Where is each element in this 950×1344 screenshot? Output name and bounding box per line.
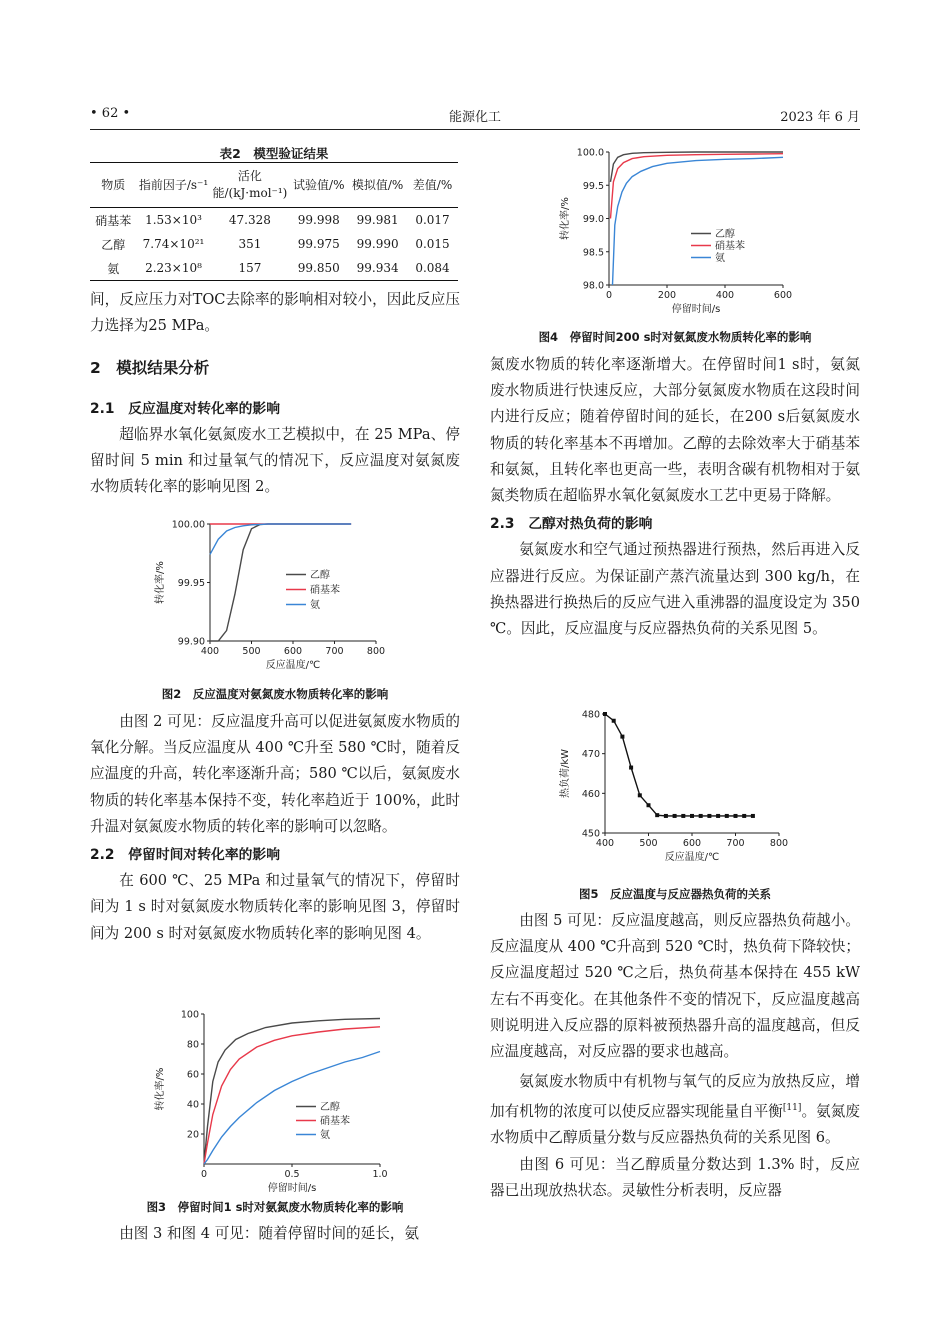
left-column-top bbox=[90, 287, 460, 500]
data-point bbox=[647, 803, 651, 807]
table-cell: 0.017 bbox=[415, 213, 450, 227]
table-header-cell: 物质 bbox=[101, 177, 126, 192]
header-rule bbox=[90, 129, 860, 130]
y-tick-label: 98.5 bbox=[582, 247, 604, 259]
legend-label: 乙醇 bbox=[715, 229, 735, 240]
paragraph: 由图 5 可见：反应温度越高，则反应器热负荷越小。反应温度从 400 ℃升高到 520 ℃时，热负荷下降较快；反应温度超过 520 ℃之后，热负荷基本保持在 455 kW 左右不再变化。在其他条件不变的情况下，反应温度越高则说明进入反应器的原料被预热器升高的温度越高，但反应温度越高，对反应器的要求也越高。 bbox=[490, 912, 860, 1061]
series-line bbox=[204, 1027, 380, 1164]
y-tick-label: 99.95 bbox=[177, 578, 205, 589]
paragraph bbox=[490, 1069, 860, 1151]
table-cell: 99.934 bbox=[356, 261, 399, 275]
x-axis-label: 停留时间/s bbox=[671, 304, 721, 315]
table-header-cell: 试验值/% bbox=[293, 177, 345, 192]
subsection-heading: 2.2 停留时间对转化率的影响 bbox=[90, 847, 281, 864]
data-point bbox=[707, 814, 711, 818]
table-cell: 0.015 bbox=[415, 237, 450, 251]
paragraph: 间，反应压力对TOC去除率的影响相对较小，因此反应压力选择为25 MPa。 bbox=[90, 291, 460, 335]
data-point bbox=[734, 814, 738, 818]
subsection-heading: 2.3 乙醇对热负荷的影响 bbox=[490, 516, 653, 533]
paragraph: 氮废水物质的转化率逐渐增大。在停留时间1 s时，氨氮废水物质进行快速反应，大部分氨氮废水物质在这段时间内进行反应；随着停留时间的延长，在200 s后氨氮废水物质的转化率基本不再增加。乙醇的去除效率大于硝基苯和氨氮，且转化率也更高一些，表明含碳有机物相对于氨氮类物质在超临界水氧化氨氮废水工艺中更易于降解。 bbox=[490, 356, 860, 505]
series-line bbox=[210, 524, 351, 554]
x-tick-label: 200 bbox=[657, 290, 677, 301]
figure5-caption: 图5 反应温度与反应器热负荷的关系 bbox=[579, 887, 771, 901]
data-point bbox=[716, 814, 720, 818]
y-tick-label: 40 bbox=[186, 1099, 199, 1111]
y-tick-label: 98.0 bbox=[582, 280, 604, 292]
x-tick-label: 0.5 bbox=[284, 1169, 300, 1180]
table-cell: 99.990 bbox=[356, 237, 399, 251]
table-cell: 1.53×10³ bbox=[145, 213, 202, 227]
legend-label: 氨 bbox=[320, 1130, 330, 1141]
y-tick-label: 99.90 bbox=[177, 636, 205, 648]
legend-label: 乙醇 bbox=[320, 1102, 340, 1113]
x-tick-label: 400 bbox=[200, 646, 220, 657]
y-axis-label: 转化率/% bbox=[560, 197, 571, 240]
table-header-cell: 模拟值/% bbox=[351, 177, 404, 192]
section-heading: 2 模拟结果分析 bbox=[90, 359, 210, 378]
data-point bbox=[751, 814, 755, 818]
x-tick-label: 400 bbox=[715, 290, 735, 301]
table-header-row bbox=[90, 163, 458, 208]
paragraph: 由图 3 和图 4 可见：随着停留时间的延长，氨 bbox=[119, 1225, 420, 1242]
y-tick-label: 450 bbox=[581, 828, 600, 840]
y-tick-label: 80 bbox=[186, 1039, 199, 1051]
legend-label: 硝基苯 bbox=[310, 585, 340, 596]
paragraph-text: 氨氮废水物质中有机物与氧气的反应为放热反应，增加有机物的浓度可以使反应器实现能量自平衡 bbox=[490, 1073, 860, 1121]
y-tick-label: 99.5 bbox=[582, 180, 604, 192]
table-cell: 硝基苯 bbox=[95, 213, 132, 228]
data-point bbox=[603, 712, 607, 716]
y-tick-label: 99.0 bbox=[582, 214, 604, 225]
x-tick-label: 0 bbox=[605, 290, 613, 301]
paragraph: 由图 2 可见：反应温度升高可以促进氨氮废水物质的氧化分解。当反应温度从 400 ℃升至 580 ℃时，随着反应温度的升高，转化率逐渐升高；580 ℃以后，氨氮废水物质的转化率基本保持不变，转化率趋近于 100%，此时升温对氨氮废水物质的转化率的影响可以忽略。 bbox=[90, 713, 460, 835]
table-cell: 0.084 bbox=[415, 261, 450, 275]
paragraph: 在 600 ℃、25 MPa 和过量氧气的情况下，停留时间为 1 s 时对氨氮废水物质转化率的影响见图 3，停留时间为 200 s 时对氨氮废水物质转化率的影响见图 4。 bbox=[90, 872, 460, 942]
figure4-chart bbox=[555, 140, 815, 322]
data-point bbox=[638, 793, 642, 797]
x-tick-label: 0 bbox=[200, 1169, 208, 1180]
legend-label: 乙醇 bbox=[310, 570, 330, 581]
x-tick-label: 800 bbox=[769, 838, 789, 849]
table-cell: 99.975 bbox=[297, 237, 340, 251]
legend-label: 氨 bbox=[715, 253, 725, 264]
x-tick-label: 700 bbox=[726, 838, 745, 849]
paragraph-text: 。氨氮废水物质中乙醇质量分数与反应器热负荷的关系见图 6。 bbox=[490, 1103, 860, 1147]
series-line bbox=[611, 152, 784, 182]
x-tick-label: 600 bbox=[773, 290, 793, 301]
x-axis-label: 反应温度/℃ bbox=[664, 852, 720, 863]
y-tick-label: 100.0 bbox=[576, 147, 604, 159]
left-column-bottom bbox=[90, 1221, 460, 1247]
table-cell: 2.23×10⁸ bbox=[145, 261, 202, 275]
y-tick-label: 60 bbox=[186, 1069, 199, 1081]
page-number: • 62 • bbox=[90, 106, 131, 121]
y-tick-label: 480 bbox=[581, 709, 600, 721]
x-tick-label: 600 bbox=[283, 646, 303, 657]
table-row bbox=[90, 232, 458, 256]
y-tick-label: 100.00 bbox=[171, 519, 205, 531]
x-tick-label: 600 bbox=[682, 838, 702, 849]
data-point bbox=[725, 814, 729, 818]
citation-ref[interactable]: [11] bbox=[782, 1103, 802, 1114]
table-cell: 7.74×10²¹ bbox=[142, 237, 205, 251]
table-cell: 99.850 bbox=[297, 261, 340, 275]
x-tick-label: 800 bbox=[366, 646, 386, 657]
y-tick-label: 470 bbox=[581, 749, 600, 761]
table-cell: 47.328 bbox=[228, 213, 271, 227]
table-cell: 乙醇 bbox=[101, 237, 126, 252]
x-tick-label: 500 bbox=[639, 838, 658, 849]
figure3-chart bbox=[150, 1002, 410, 1192]
legend-label: 硝基苯 bbox=[715, 241, 745, 252]
y-tick-label: 100 bbox=[180, 1009, 199, 1021]
data-point bbox=[655, 813, 659, 817]
data-point bbox=[612, 719, 616, 723]
issue-date: 2023 年 6 月 bbox=[780, 110, 860, 125]
data-point bbox=[690, 814, 694, 818]
table-cell: 99.998 bbox=[297, 213, 340, 227]
x-tick-label: 400 bbox=[595, 838, 615, 849]
table-cell: 氨 bbox=[107, 261, 120, 276]
series-line bbox=[611, 154, 784, 219]
y-axis-label: 热负荷/kW bbox=[560, 748, 571, 799]
right-column-top bbox=[490, 352, 860, 642]
figure2-caption: 图2 反应温度对氨氮废水物质转化率的影响 bbox=[161, 687, 389, 701]
x-tick-label: 700 bbox=[325, 646, 344, 657]
data-point bbox=[629, 766, 633, 770]
series-line bbox=[204, 1019, 380, 1165]
table-cell: 157 bbox=[238, 261, 262, 275]
data-point bbox=[681, 814, 685, 818]
y-tick-label: 460 bbox=[581, 788, 600, 800]
y-axis-label: 转化率/% bbox=[155, 561, 166, 604]
figure3-caption: 图3 停留时间1 s时对氨氮废水物质转化率的影响 bbox=[146, 1200, 404, 1214]
series-line bbox=[204, 1052, 380, 1165]
table-header-cell: 活化能/(kJ·mol⁻¹) bbox=[212, 169, 288, 200]
table-cell: 351 bbox=[238, 237, 262, 251]
table2-caption: 表2 模型验证结果 bbox=[219, 146, 329, 161]
x-tick-label: 1.0 bbox=[372, 1169, 388, 1180]
data-point bbox=[699, 814, 703, 818]
table-header-cell: 指前因子/s⁻¹ bbox=[138, 177, 209, 192]
x-axis-label: 反应温度/℃ bbox=[265, 660, 321, 671]
figure5-chart bbox=[555, 702, 815, 872]
right-column-bottom bbox=[490, 908, 860, 1204]
left-column-mid bbox=[90, 709, 460, 947]
series-line bbox=[210, 524, 351, 641]
subsection-heading: 2.1 反应温度对转化率的影响 bbox=[90, 400, 281, 417]
table-row bbox=[90, 256, 458, 281]
journal-name: 能源化工 bbox=[448, 110, 501, 125]
y-axis-label: 转化率/% bbox=[155, 1067, 166, 1111]
paragraph: 由图 6 可见：当乙醇质量分数达到 1.3% 时，反应器已出现放热状态。灵敏性分析表明，反应器 bbox=[490, 1155, 860, 1199]
y-tick-label: 20 bbox=[186, 1129, 199, 1141]
legend-label: 硝基苯 bbox=[320, 1116, 350, 1127]
data-point bbox=[620, 735, 624, 739]
table-row bbox=[90, 208, 458, 233]
model-validation-table bbox=[90, 162, 458, 281]
paragraph: 超临界水氧化氨氮废水工艺模拟中，在 25 MPa、停留时间 5 min 和过量氧气的情况下，反应温度对氨氮废水物质转化率的影响见图 2。 bbox=[90, 425, 460, 496]
table-header-cell: 差值/% bbox=[412, 177, 453, 192]
figure4-caption: 图4 停留时间200 s时对氨氮废水物质转化率的影响 bbox=[538, 330, 812, 344]
data-point bbox=[673, 814, 677, 818]
data-point bbox=[664, 814, 668, 818]
legend-label: 氨 bbox=[310, 600, 320, 611]
paragraph: 氨氮废水和空气通过预热器进行预热，然后再进入反应器进行反应。为保证副产蒸汽流量达到 300 kg/h，在换热器进行换热后的反应气进入重沸器的温度设定为 350 ℃。因此，反应温度与反应器热负荷的关系见图 5。 bbox=[490, 541, 860, 638]
x-tick-label: 500 bbox=[242, 646, 261, 657]
series-line bbox=[605, 714, 753, 816]
series-line bbox=[613, 157, 784, 285]
data-point bbox=[742, 814, 746, 818]
table-cell: 99.981 bbox=[356, 213, 399, 227]
x-axis-label: 停留时间/s bbox=[267, 1183, 317, 1192]
figure2-chart bbox=[150, 506, 410, 678]
